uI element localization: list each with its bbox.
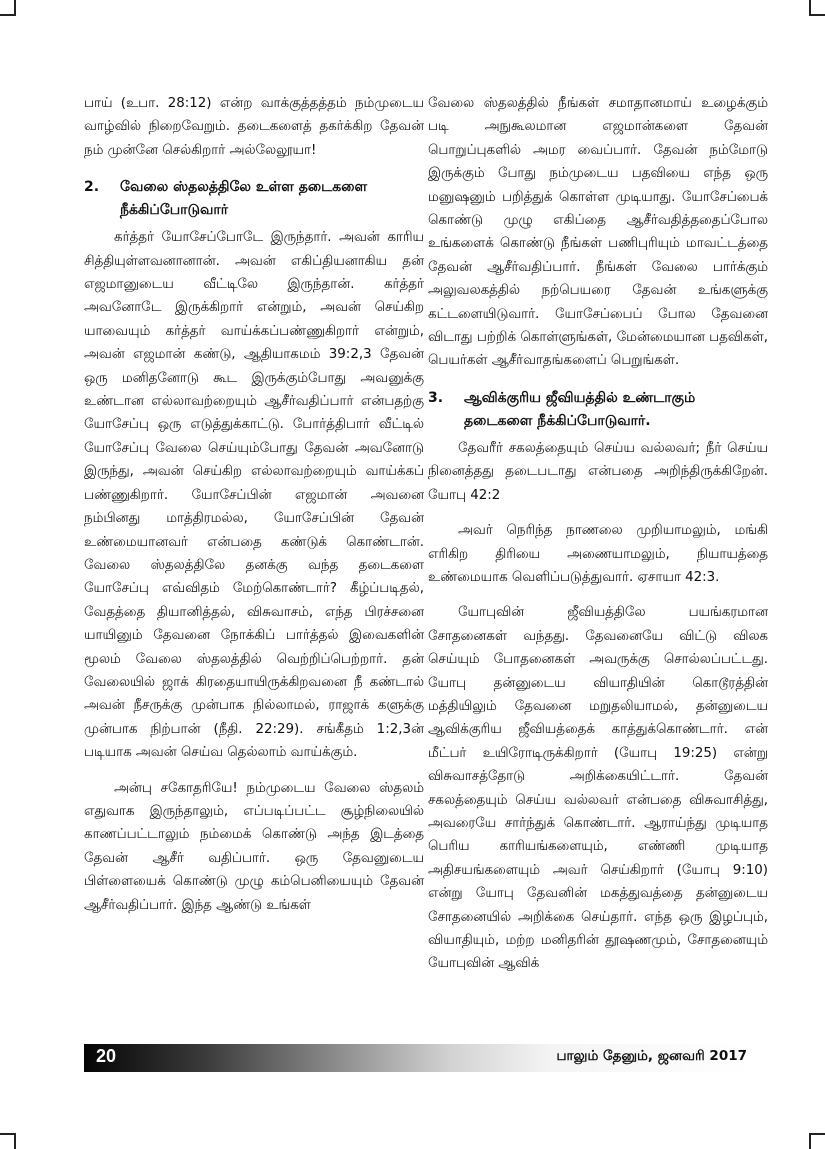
section-number: 2. bbox=[84, 179, 100, 196]
crop-mark-top-left bbox=[0, 0, 16, 16]
scripture-quote: தேவரீர் சகலத்தையும் செய்ய வல்லவர்; நீர் செய்ய நினைத்தது தடைபடாது என்பதை அறிந்திருக்கிறேன். யோபு 42:2 bbox=[428, 440, 768, 503]
page-number: 20 bbox=[96, 1046, 117, 1066]
section-title: வேலை ஸ்தலத்திலே உள்ள தடைகளை நீக்கிப்போடுவார் bbox=[120, 179, 368, 219]
right-column bbox=[428, 92, 768, 976]
paragraph: கர்த்தர் யோசேப்போடே இருந்தார். அவன் காரிய சித்தியுள்ளவனானான். அவன் எகிப்தியனாகிய தன் எஜமானுடைய வீட்டிலே இருந்தான். கர்த்தர் அவனோடே இருக்கிறார் என்றும், அவன் செய்கிற யாவையும் கர்த்தர் வாய்க்கப்பண்ணுகிறார் என்றும், அவன் எஜமான் கண்டு, ஆதியாகமம் 39:2,3 தேவன் ஒரு மனிதனோடு கூட இருக்கும்போது அவனுக்கு உண்டான எல்லாவற்றையும் ஆசீர்வதிப்பார் என்பதற்கு யோசேப்பு ஒரு எடுத்துக்காட்டு. போர்த்திபார் வீட்டில் யோசேப்பு வேலை செய்யும்போது தேவன் அவனோடு இருந்து, அவன் செய்கிற எல்லாவற்றையும் வாய்க்கப் பண்ணுகிறார். யோசேப்பின் எஜமான் அவனை நம்பினது மாத்திரமல்ல, யோசேப்பின் தேவன் உண்மையானவர் என்பதை கண்டுக் கொண்டான். வேலை ஸ்தலத்திலே தனக்கு வந்த தடைகளை யோசேப்பு எவ்விதம் மேற்கொண்டார்? கீழ்ப்படிதல், வேதத்தை தியானித்தல், விசுவாசம், எந்த பிரச்சனை யாயினும் தேவனை நோக்கிப் பார்த்தல் இவைகளின் மூலம் வேலை ஸ்தலத்தில் வெற்றிப்பெற்றார். தன் வேலையில் ஜாக் கிரதையாயிருக்கிறவனை நீ கண்டால் அவன் நீசருக்கு முன்பாக நில்லாமல், ராஜாக் களுக்கு முன்பாக நிற்பான் (நீதி. 22:29). சங்கீதம் 1:2,3ன் படியாக அவன் செய்வ தெல்லாம் வாய்க்கும். bbox=[84, 230, 424, 761]
paragraph: பாய் (உபா. 28:12) என்ற வாக்குத்தத்தம் நம்முடைய வாழ்வில் நிறைவேறும். தடைகளைத் தகர்க்கிற தேவன் நம் முன்னே செல்கிறார் அல்லேலூயா! bbox=[84, 96, 424, 158]
paragraph: வேலை ஸ்தலத்தில் நீங்கள் சமாதானமாய் உழைக்கும் படி அநுகூலமான எஜமான்களை தேவன் பொறுப்புகளில் அமர வைப்பார். தேவன் நம்மோடு இருக்கும் போது நம்முடைய பதவியை எந்த ஒரு மனுஷனும் பறித்துக் கொள்ள முடியாது. யோசேப்பைக் கொண்டு முழு எகிப்தை ஆசீர்வதித்ததைப்போல உங்களைக் கொண்டு நீங்கள் பணிபுரியும் மாவட்டத்தை தேவன் ஆசீர்வதிப்பார். நீங்கள் வேலை பார்க்கும் அலுவலகத்தில் நற்பெயரை தேவன் உங்களுக்கு கட்டளையிடுவார். யோசேப்பைப் போல தேவனை விடாது பற்றிக் கொள்ளுங்கள், மேன்மையான பதவிகள், பெயர்கள் ஆசீர்வாதங்களைப் பெறுங்கள். bbox=[428, 96, 768, 369]
left-column bbox=[84, 92, 424, 917]
crop-mark-top-right bbox=[809, 0, 825, 16]
crop-mark-bottom-right bbox=[809, 1133, 825, 1149]
section-number: 3. bbox=[428, 389, 444, 406]
paragraph: யோபுவின் ஜீவியத்திலே பயங்கரமான சோதனைகள் வந்தது. தேவனையே விட்டு விலக செய்யும் போதனைகள் அவருக்கு சொல்லப்பட்டது. யோபு தன்னுடைய வியாதியின் கொடூரத்தின் மத்தியிலும் தேவனை மறுதலியாமல், தன்னுடைய ஆவிக்குரிய ஜீவியத்தைக் காத்துக்கொண்டார். என் மீட்பர் உயிரோடிருக்கிறார் (யோபு 19:25) என்று விசுவாசத்தோடு அறிக்கையிட்டார். தேவன் சகலத்தையும் செய்ய வல்லவர் என்பதை விசுவாசித்து, அவரையே சார்ந்துக் கொண்டார். ஆராய்ந்து முடியாத பெரிய காரியங்களையும், எண்ணி முடியாத அதிசயங்களையும் அவர் செய்கிறார் (யோபு 9:10) என்று யோபு தேவனின் மகத்துவத்தை தன்னுடைய சோதனையில் அறிக்கை செய்தார். எந்த ஒரு இழப்பும், வியாதியும், மற்ற மனிதரின் தூஷணமும், சோதனையும் யோபுவின் ஆவிக் bbox=[428, 605, 768, 972]
scripture-quote: அவர் நெரிந்த நாணலை முறியாமலும், மங்கி எரிகிற திரியை அணையாமலும், நியாயத்தை உண்மையாக வெளிப்படுத்துவார். ஏசாயா 42:3. bbox=[428, 523, 768, 585]
section-heading-2 bbox=[84, 176, 424, 222]
section-heading-3 bbox=[428, 387, 768, 433]
paragraph: அன்பு சகோதரியே! நம்முடைய வேலை ஸ்தலம் எதுவாக இருந்தாலும், எப்படிப்பட்ட சூழ்நிலையில் காணப்பட்டாலும் நம்மைக் கொண்டு அந்த இடத்தை தேவன் ஆசீர் வதிப்பார். ஒரு தேவனுடைய பிள்ளையைக் கொண்டு முழு கம்பெனியையும் தேவன் ஆசீர்வதிப்பார். இந்த ஆண்டு உங்கள் bbox=[84, 780, 424, 913]
publication-title: பாலும் தேனும், ஜனவரி 2017 bbox=[556, 1048, 747, 1064]
section-title: ஆவிக்குரிய ஜீவியத்தில் உண்டாகும் தடைகளை நீக்கிப்போடுவார். bbox=[464, 389, 696, 429]
crop-mark-bottom-left bbox=[0, 1133, 16, 1149]
